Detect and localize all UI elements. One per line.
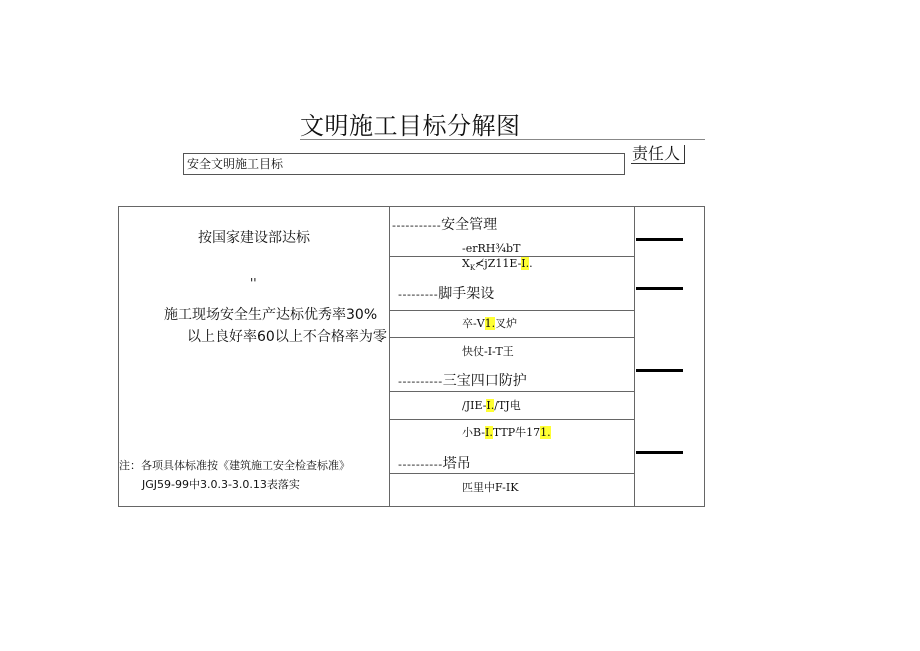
note-line-2: JGJ59-99中3.0.3-3.0.13表落实 [142,478,300,491]
category-safety-management [392,214,497,234]
quote-mark: '' [250,276,257,290]
sub-item: 匹里中F-IK [462,481,519,494]
goal-header-cell: 安全文明施工目标 [183,153,625,175]
category-label: 脚手架设 [438,286,495,302]
category-label: 塔吊 [442,456,471,472]
category-tower-crane [398,453,471,473]
row-divider [389,419,635,420]
table-divider-right [634,206,635,507]
responsible-mark [636,238,683,241]
category-label: 安全管理 [441,217,498,233]
row-divider [389,310,635,311]
category-dash: ---------- [398,375,443,388]
responsible-mark [636,287,683,290]
responsible-header-cell: 责任人 [631,145,685,164]
responsible-mark [636,451,683,454]
title-underline [300,139,705,140]
category-protection [398,370,527,390]
standard-line: 按国家建设部达标 [198,230,310,246]
sub-item: /JIE-I./TJ电 [462,399,521,412]
category-label: 三宝四口防护 [442,373,527,389]
sub-item: $X_K≮jZ11E-I$.. [462,257,533,273]
responsible-mark [636,369,683,372]
sub-item: 快仗-I-T王 [462,345,514,358]
category-dash: ---------- [398,458,443,471]
sub-item: -erRH¾bT [462,242,521,255]
table-divider-middle [389,206,390,507]
sub-item: 卒-V1.叉炉 [462,317,518,330]
row-divider [389,337,635,338]
category-dash: --------- [398,288,439,301]
page-title: 文明施工目标分解图 [300,112,521,140]
category-dash: ----------- [392,219,442,232]
row-divider [389,473,635,474]
sub-item: 小B-I.TTP牛171. [462,426,551,439]
target-line-1: 施工现场安全生产达标优秀率30% [164,307,378,323]
row-divider [389,391,635,392]
target-line-2: 以上良好率60以上不合格率为零 [187,329,387,345]
note-line-1: 注：各项具体标准按《建筑施工安全检查标准》 [119,459,350,472]
category-scaffolding [398,283,494,303]
